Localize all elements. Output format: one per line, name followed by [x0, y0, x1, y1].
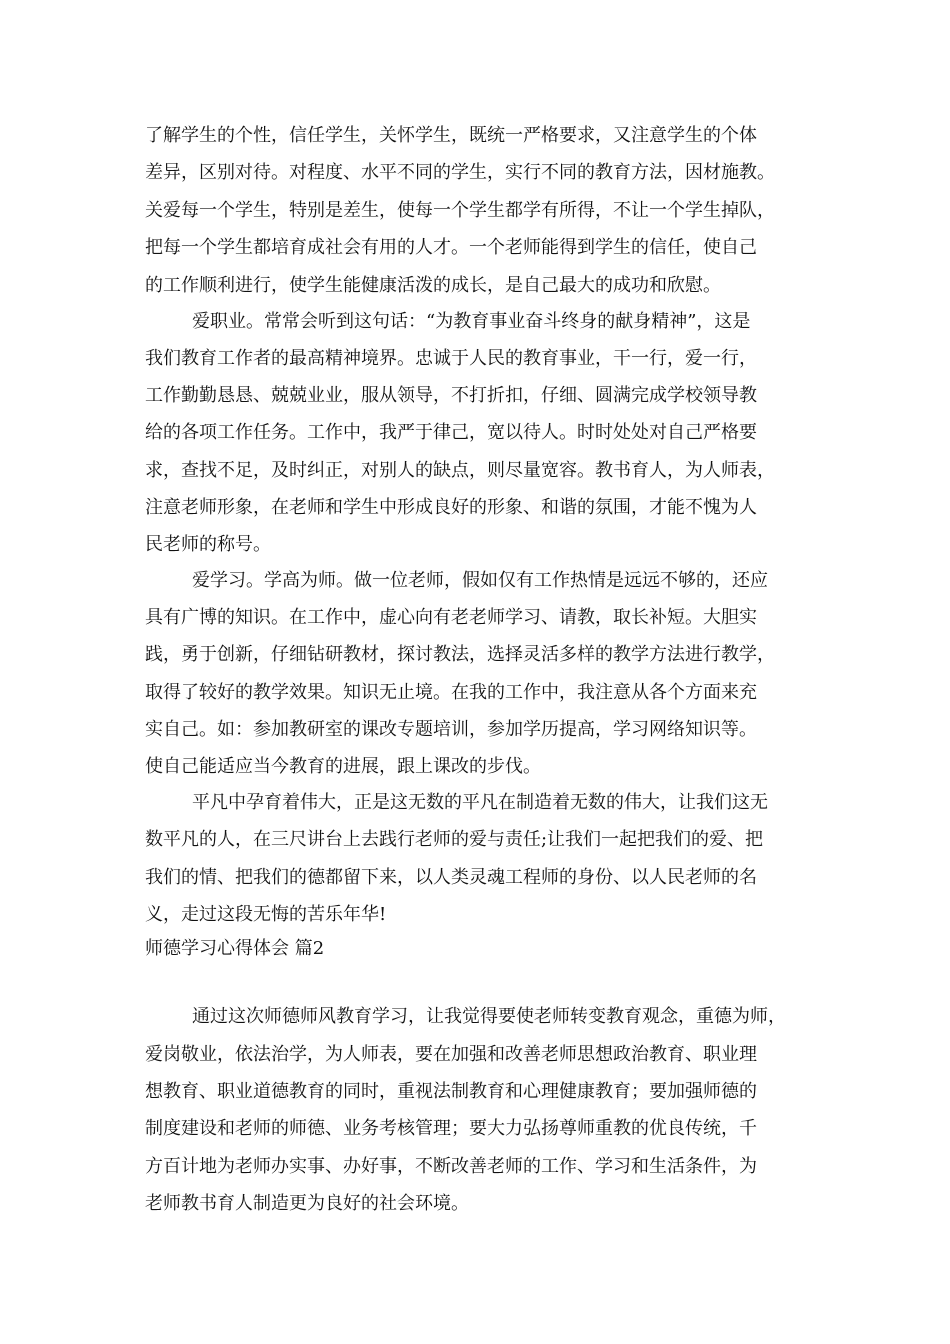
text-line: 义，走过这段无悔的苦乐年华!: [145, 904, 387, 925]
section-heading: 师德学习心得体会 篇2: [145, 938, 325, 959]
text-line: 给的各项工作任务。工作中，我严于律己，宽以待人。时时处处对自己严格要: [145, 422, 757, 443]
text-line: 取得了较好的教学效果。知识无止境。在我的工作中，我注意从各个方面来充: [145, 682, 757, 703]
text-line: 践，勇于创新，仔细钻研教材，探讨教法，选择灵活多样的教学方法进行教学，: [145, 644, 775, 665]
text-line: 我们的情、把我们的德都留下来，以人类灵魂工程师的身份、以人民老师的名: [145, 867, 757, 888]
text-line: 爱岗敬业，依法治学，为人师表，要在加强和改善老师思想政治教育、职业理: [145, 1044, 757, 1065]
text-line: 的工作顺利进行，使学生能健康活泼的成长，是自己最大的成功和欣慰。: [145, 275, 721, 296]
text-line: 求，查找不足，及时纠正，对别人的缺点，则尽量宽容。教书育人，为人师表，: [145, 460, 775, 481]
text-line: 具有广博的知识。在工作中，虚心向有老老师学习、请教，取长补短。大胆实: [145, 607, 757, 628]
text-line: 实自己。如：参加教研室的课改专题培训，参加学历提高，学习网络知识等。: [145, 719, 757, 740]
paragraph-start-line: 爱职业。常常会听到这句话：“为教育事业奋斗终身的献身精神”，这是: [192, 311, 751, 332]
text-line: 了解学生的个性，信任学生，关怀学生，既统一严格要求，又注意学生的个体: [145, 125, 757, 146]
text-line: 想教育、职业道德教育的同时，重视法制教育和心理健康教育；要加强师德的: [145, 1081, 757, 1102]
paragraph-start-line: 平凡中孕育着伟大，正是这无数的平凡在制造着无数的伟大，让我们这无: [192, 792, 768, 813]
paragraph-start-line: 通过这次师德师风教育学习，让我觉得要使老师转变教育观念，重德为师，: [192, 1006, 786, 1027]
paragraph-start-line: 爱学习。学高为师。做一位老师，假如仅有工作热情是远远不够的，还应: [192, 570, 768, 591]
text-line: 差异，区别对待。对程度、水平不同的学生，实行不同的教育方法，因材施教。: [145, 162, 775, 183]
text-line: 老师教书育人制造更为良好的社会环境。: [145, 1193, 469, 1214]
text-line: 工作勤勤恳恳、兢兢业业，服从领导，不打折扣，仔细、圆满完成学校领导教: [145, 385, 757, 406]
text-line: 数平凡的人，在三尺讲台上去践行老师的爱与责任;让我们一起把我们的爱、把: [145, 829, 764, 850]
text-line: 民老师的称号。: [145, 534, 271, 555]
text-line: 使自己能适应当今教育的进展，跟上课改的步伐。: [145, 756, 541, 777]
text-line: 注意老师形象，在老师和学生中形成良好的形象、和谐的氛围，才能不愧为人: [145, 497, 757, 518]
text-line: 关爱每一个学生，特别是差生，使每一个学生都学有所得，不让一个学生掉队，: [145, 200, 775, 221]
text-line: 把每一个学生都培育成社会有用的人才。一个老师能得到学生的信任，使自己: [145, 237, 757, 258]
text-line: 制度建设和老师的师德、业务考核管理；要大力弘扬尊师重教的优良传统，千: [145, 1118, 757, 1139]
text-line: 我们教育工作者的最高精神境界。忠诚于人民的教育事业，干一行，爱一行，: [145, 348, 757, 369]
text-line: 方百计地为老师办实事、办好事，不断改善老师的工作、学习和生活条件，为: [145, 1156, 757, 1177]
